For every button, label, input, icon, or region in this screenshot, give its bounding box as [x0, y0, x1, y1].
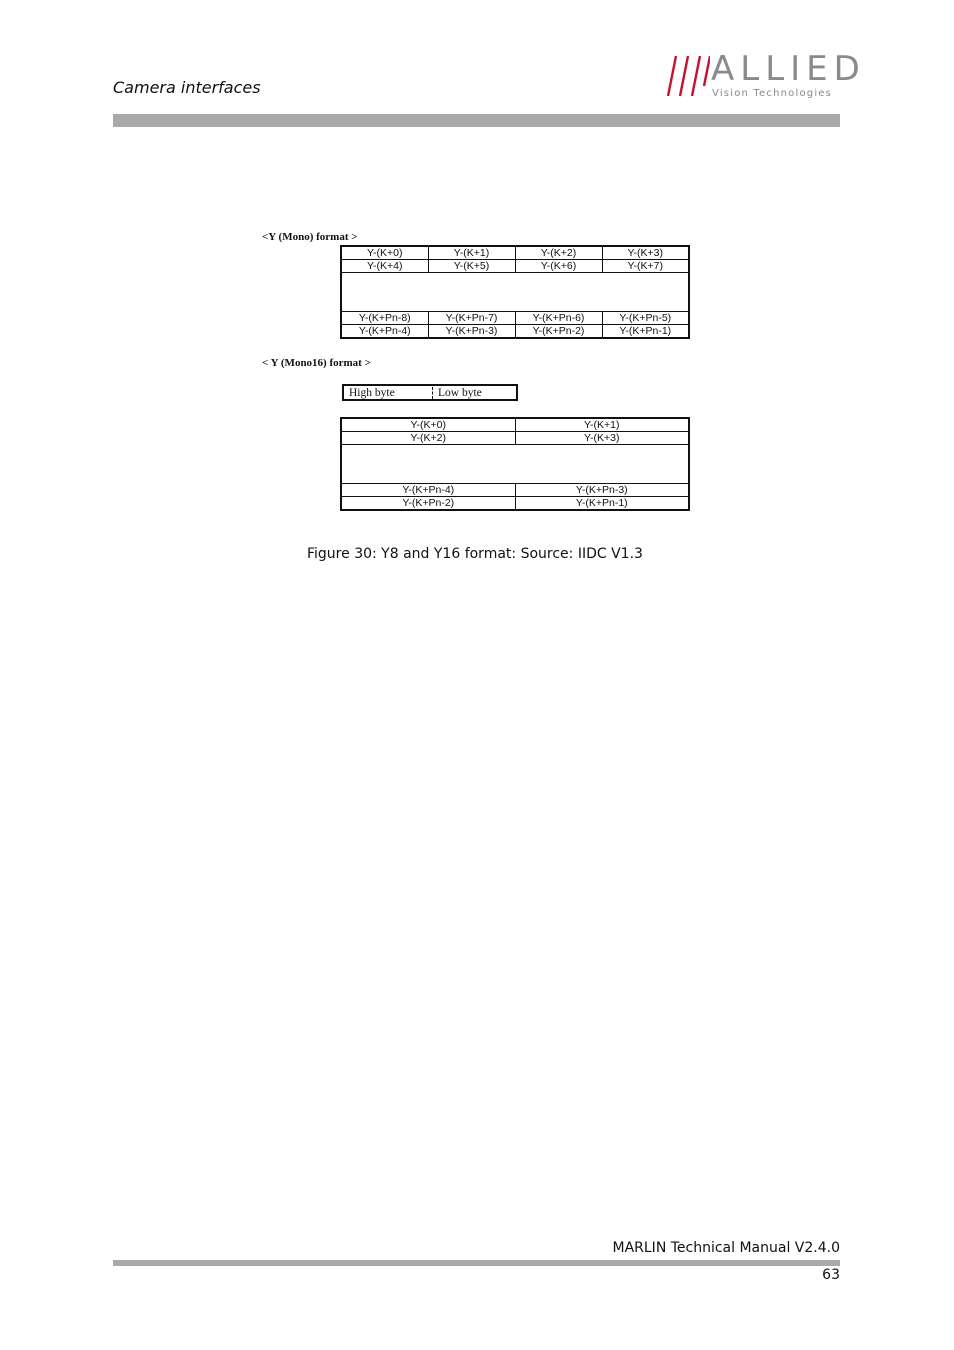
mono-format-title: <Y (Mono) format >: [262, 231, 358, 243]
table-row: [341, 260, 689, 273]
table-cell: Y-(K+7): [602, 260, 689, 273]
mono16-format-title: < Y (Mono16) format >: [262, 357, 371, 369]
low-byte-label: Low byte: [438, 387, 482, 399]
mono16-format-table: [340, 417, 690, 511]
table-cell: Y-(K+Pn-2): [515, 325, 602, 339]
table-cell: Y-(K+3): [515, 432, 689, 445]
table-cell: Y-(K+0): [341, 246, 428, 260]
table-row: [341, 418, 689, 432]
table-cell: Y-(K+Pn-4): [341, 325, 428, 339]
table-cell: Y-(K+Pn-1): [515, 497, 689, 511]
table-cell: Y-(K+2): [341, 432, 515, 445]
table-cell: Y-(K+Pn-7): [428, 312, 515, 325]
logo-tagline: Vision Technologies: [712, 88, 833, 99]
table-cell: Y-(K+Pn-3): [515, 484, 689, 497]
table-cell: Y-(K+5): [428, 260, 515, 273]
table-cell: Y-(K+Pn-4): [341, 484, 515, 497]
byte-order-box: [342, 384, 518, 401]
table-row: [341, 246, 689, 260]
allied-logo: [664, 49, 866, 102]
table-cell: Y-(K+Pn-3): [428, 325, 515, 339]
table-row: [341, 484, 689, 497]
header-rule: [113, 114, 840, 127]
byte-separator: [432, 387, 433, 399]
table-gap-cell: [341, 445, 689, 484]
table-row-gap: [341, 273, 689, 312]
table-cell: Y-(K+Pn-1): [602, 325, 689, 339]
high-byte-label: High byte: [349, 387, 395, 399]
logo-slashes-icon: [664, 52, 710, 98]
table-row: [341, 497, 689, 511]
table-cell: Y-(K+0): [341, 418, 515, 432]
footer-manual-title: MARLIN Technical Manual V2.4.0: [612, 1240, 840, 1256]
table-cell: Y-(K+3): [602, 246, 689, 260]
table-cell: Y-(K+Pn-2): [341, 497, 515, 511]
table-cell: Y-(K+1): [428, 246, 515, 260]
table-cell: Y-(K+2): [515, 246, 602, 260]
table-row: [341, 312, 689, 325]
table-cell: Y-(K+4): [341, 260, 428, 273]
figure-caption: Figure 30: Y8 and Y16 format: Source: IIDC V1.3: [307, 546, 643, 562]
table-gap-cell: [341, 273, 689, 312]
logo-brand: ALLIED: [711, 49, 866, 89]
page-number: 63: [822, 1267, 840, 1283]
table-cell: Y-(K+6): [515, 260, 602, 273]
section-title: Camera interfaces: [113, 78, 261, 97]
footer-rule: [113, 1260, 840, 1266]
mono-format-table: [340, 245, 690, 339]
table-cell: Y-(K+Pn-8): [341, 312, 428, 325]
table-cell: Y-(K+Pn-6): [515, 312, 602, 325]
table-row-gap: [341, 445, 689, 484]
table-cell: Y-(K+Pn-5): [602, 312, 689, 325]
table-row: [341, 325, 689, 339]
table-row: [341, 432, 689, 445]
table-cell: Y-(K+1): [515, 418, 689, 432]
